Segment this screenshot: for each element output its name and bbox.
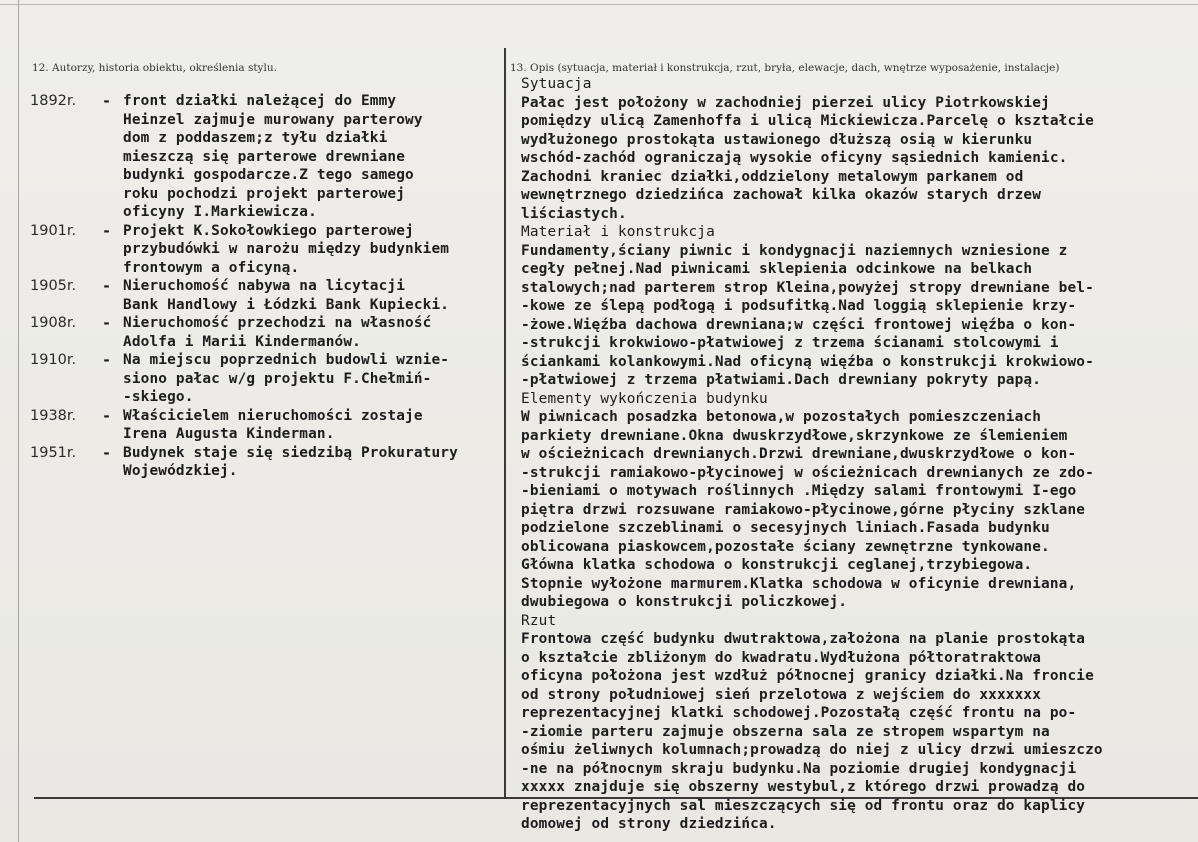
history-text-line: Budynek staje się siedzibą Prokuratury bbox=[123, 444, 458, 461]
description-line: -kowe ze ślepą podłogą i podsufitką.Nad loggią sklepienie krzy- bbox=[521, 298, 1077, 314]
description-line: Zachodni kraniec działki,oddzielony metalowym parkanem od bbox=[521, 168, 1024, 185]
history-column bbox=[30, 92, 510, 481]
description-line: -ziomie parteru zajmuje obszerna sala ze stropem wspartym na bbox=[521, 723, 1050, 740]
history-year: 1910r. bbox=[30, 352, 77, 368]
history-entry bbox=[30, 277, 510, 314]
history-year: 1905r. bbox=[30, 278, 77, 294]
description-line: ośmiu żeliwnych kolumnach;prowadzą do niej z ulicy drzwi umieszczo bbox=[521, 742, 1103, 758]
description-line: stalowych;nad parterem strop Kleina,powyżej stropy drewniane bel- bbox=[521, 279, 1094, 296]
history-dash: - bbox=[102, 221, 112, 240]
section-13-header: 13. Opis (sytuacja, materiał i konstrukcja, rzut, bryła, elewacje, dach, wnętrze wyposażenie, instalacje) bbox=[510, 62, 1060, 74]
description-line: -żowe.Więźba dachowa drewniana;w części frontowej więźba o kon- bbox=[521, 316, 1077, 333]
description-line: oblicowana piaskowcem,pozostałe ściany zewnętrzne tynkowane. bbox=[521, 538, 1050, 555]
history-year: 1901r. bbox=[30, 222, 77, 239]
history-text-line: Bank Handlowy i Łódzki Bank Kupiecki. bbox=[123, 296, 450, 313]
description-line: piętra drzwi rozsuwane ramiakowo-płycinowe,górne płyciny szklane bbox=[521, 501, 1086, 518]
description-line: w ościeżnicach drewnianych.Drzwi drewniane,dwuskrzydłowe o kon- bbox=[521, 446, 1077, 462]
description-line: reprezentacyjnej klatki schodowej.Pozostałą część frontu na po- bbox=[521, 705, 1077, 721]
history-text-line: budynki gospodarcze.Z tego samego bbox=[123, 167, 414, 183]
history-dash: - bbox=[102, 406, 112, 425]
description-line: cegły pełnej.Nad piwnicami sklepienia odcinkowe na belkach bbox=[521, 261, 1033, 277]
description-line: reprezentacyjnych sal mieszczących się od frontu oraz do kaplicy bbox=[521, 797, 1086, 814]
description-line: domowej od strony dziedzińca. bbox=[521, 816, 777, 832]
description-line: pomiędzy ulicą Zamenhoffa i ulicą Mickiewicza.Parcelę o kształcie bbox=[521, 113, 1094, 129]
history-entry bbox=[30, 351, 510, 407]
history-text-line: Nieruchomość nabywa na licytacji bbox=[123, 278, 406, 294]
description-line: Stopnie wyłożone marmurem.Klatka schodowa w oficynie drewniana, bbox=[521, 575, 1077, 592]
history-text-line: Właścicielem nieruchomości zostaje bbox=[123, 407, 423, 424]
history-text-line: Heinzel zajmuje murowany parterowy bbox=[123, 111, 423, 128]
description-line: wydłużonego prostokąta ustawionego dłuższą osią w kierunku bbox=[521, 131, 1033, 148]
description-line: dwubiegowa o konstrukcji policzkowej. bbox=[521, 594, 848, 610]
history-text-line: Wojewódzkiej. bbox=[123, 463, 238, 479]
history-text-line: Na miejscu poprzednich budowli wznie- bbox=[123, 352, 450, 368]
history-entry bbox=[30, 222, 510, 278]
history-dash: - bbox=[102, 351, 112, 369]
description-line: -strukcji krokwiowo-płatwiowej z trzema ścianami stolcowymi i bbox=[521, 335, 1059, 351]
description-line: o kształcie zbliżonym do kwadratu.Wydłużona półtoratraktowa bbox=[521, 649, 1042, 666]
history-text-line: frontowym a oficyną. bbox=[123, 259, 300, 276]
description-line: podzielone szczeblinami o secesyjnych liniach.Fasada budynku bbox=[521, 520, 1050, 536]
description-heading: Materiał i konstrukcja bbox=[521, 224, 715, 240]
history-dash: - bbox=[102, 314, 112, 332]
history-text-line: dom z poddaszem;z tyłu działki bbox=[123, 130, 388, 146]
history-text-line: Nieruchomość przechodzi na własność bbox=[123, 315, 432, 331]
history-year: 1938r. bbox=[30, 407, 77, 424]
top-border bbox=[0, 4, 1198, 5]
description-heading: Sytuacja bbox=[521, 76, 592, 92]
left-border bbox=[18, 0, 19, 842]
history-year: 1908r. bbox=[30, 315, 77, 331]
description-line: Frontowa część budynku dwutraktowa,założona na planie prostokąta bbox=[521, 631, 1086, 647]
description-line: -strukcji ramiakowo-płycinowej w ościeżnicach drewnianych ze zdo- bbox=[521, 464, 1094, 481]
history-year: 1951r. bbox=[30, 444, 77, 461]
description-line: liściastych. bbox=[521, 205, 627, 222]
history-text-line: roku pochodzi projekt parterowej bbox=[123, 185, 406, 202]
description-line: Fundamenty,ściany piwnic i kondygnacji naziemnych wzniesione z bbox=[521, 242, 1068, 259]
history-entry bbox=[30, 444, 510, 481]
description-heading: Elementy wykończenia budynku bbox=[521, 390, 768, 407]
history-entry bbox=[30, 314, 510, 351]
history-year: 1892r. bbox=[30, 93, 77, 109]
history-text-line: Projekt K.Sokołowkiego parterowej bbox=[123, 222, 414, 239]
history-text-line: siono pałac w/g projektu F.Chełmiń- bbox=[123, 370, 432, 387]
description-line: oficyna położona jest wzdłuż północnej granicy działki.Na froncie bbox=[521, 668, 1094, 684]
description-line: od strony południowej sień przelotowa z wejściem do xxxxxxx bbox=[521, 686, 1042, 703]
description-column bbox=[521, 75, 1198, 834]
history-entry bbox=[30, 92, 510, 222]
description-line: -płatwiowej z trzema płatwiami.Dach drewniany pokryty papą. bbox=[521, 372, 1042, 388]
history-text-line: Adolfa i Marii Kindermanów. bbox=[123, 333, 361, 350]
description-line: wewnętrznego dziedzińca zachował kilka okazów starych drzew bbox=[521, 187, 1042, 203]
description-line: parkiety drewniane.Okna dwuskrzydłowe,skrzynkowe ze ślemieniem bbox=[521, 427, 1068, 444]
description-line: Główna klatka schodowa o konstrukcji ceglanej,trzybiegowa. bbox=[521, 557, 1033, 573]
history-text-line: Irena Augusta Kinderman. bbox=[123, 426, 335, 442]
description-line: -ne na północnym skraju budynku.Na poziomie drugiej kondygnacji bbox=[521, 760, 1077, 777]
description-heading: Rzut bbox=[521, 612, 557, 629]
section-12-header: 12. Autorzy, historia obiektu, określenia stylu. bbox=[32, 62, 277, 74]
history-text-line: oficyny I.Markiewicza. bbox=[123, 204, 317, 220]
history-text-line: front działki należącej do Emmy bbox=[123, 93, 397, 109]
description-line: ściankami kolankowymi.Nad oficyną więźba o konstrukcji krokwiowo- bbox=[521, 353, 1094, 370]
history-text-line: mieszczą się parterowe drewniane bbox=[123, 148, 406, 165]
history-entry bbox=[30, 407, 510, 444]
description-line: xxxxx znajduje się obszerny westybul,z którego drzwi prowadzą do bbox=[521, 779, 1086, 795]
description-line: Pałac jest położony w zachodniej pierzei ulicy Piotrkowskiej bbox=[521, 94, 1050, 111]
description-line: wschód-zachód ograniczają wysokie oficyny sąsiednich kamienic. bbox=[521, 150, 1068, 166]
history-text-line: przybudówki w narożu między budynkiem bbox=[123, 241, 450, 257]
history-dash: - bbox=[102, 92, 112, 110]
history-dash: - bbox=[102, 277, 112, 295]
description-line: -bieniami o motywach roślinnych .Między salami frontowymi I-ego bbox=[521, 483, 1077, 499]
description-line: W piwnicach posadzka betonowa,w pozostałych pomieszczeniach bbox=[521, 409, 1042, 425]
history-dash: - bbox=[102, 443, 112, 462]
history-text-line: -skiego. bbox=[123, 389, 194, 405]
